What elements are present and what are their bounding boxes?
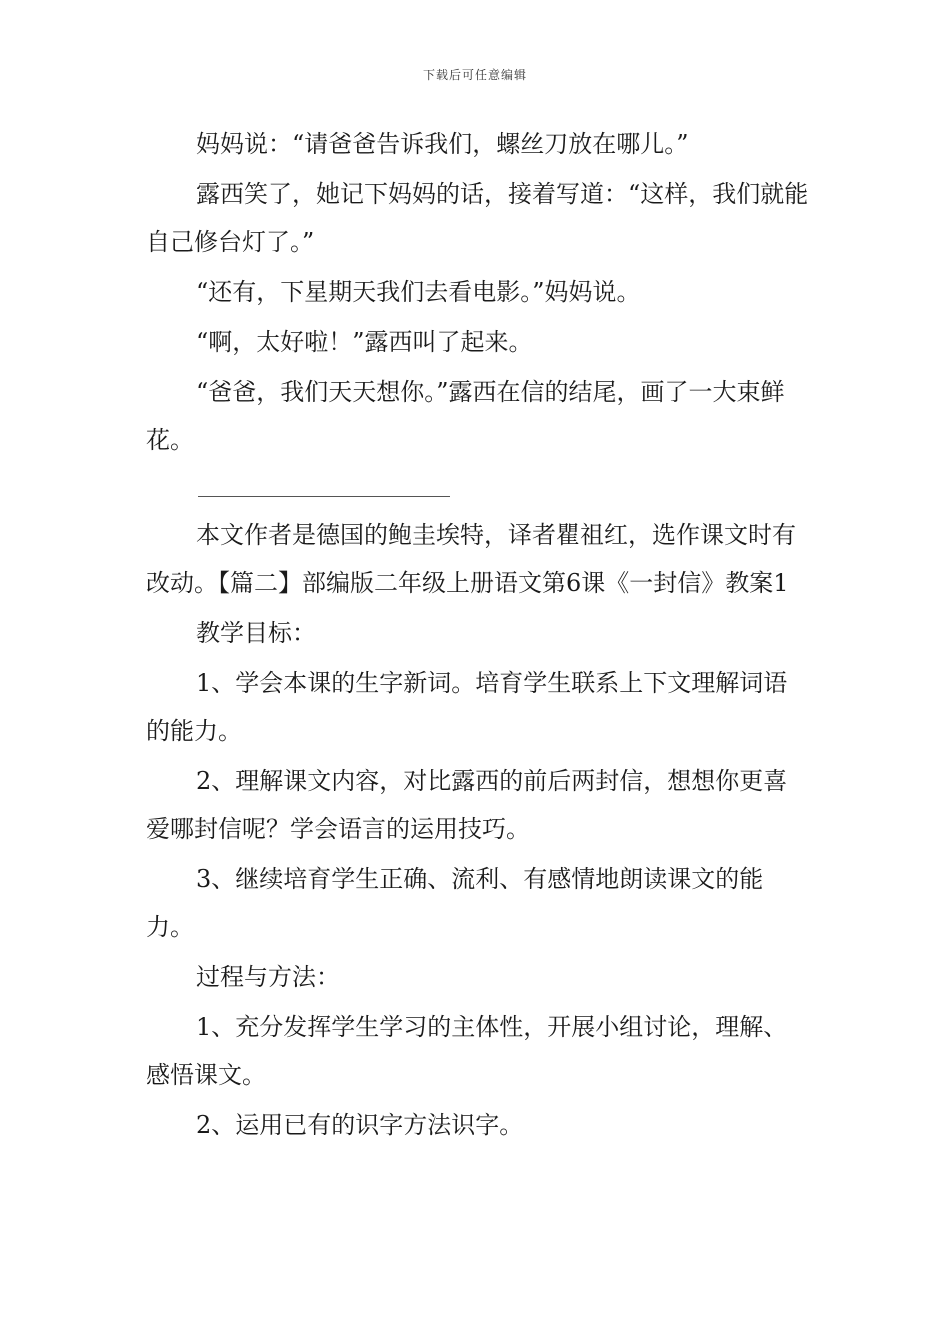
paragraph: “爸爸，我们天天想你。”露西在信的结尾，画了一大束鲜花。	[146, 378, 785, 454]
section-heading: 教学目标：	[196, 619, 316, 647]
paragraph: “啊，太好啦！”露西叫了起来。	[196, 328, 533, 356]
list-item: 2、理解课文内容，对比露西的前后两封信，想想你更喜爱哪封信呢？学会语言的运用技巧。	[146, 767, 788, 843]
section-heading: 过程与方法：	[196, 963, 340, 991]
paragraph: “还有，下星期天我们去看电影。”妈妈说。	[196, 278, 641, 306]
paragraph: 妈妈说：“请爸爸告诉我们，螺丝刀放在哪儿。”	[196, 130, 689, 158]
list-item: 1、充分发挥学生学习的主体性，开展小组讨论，理解、感悟课文。	[146, 1013, 788, 1089]
footnote-paragraph: 本文作者是德国的鲍圭埃特，译者瞿祖红，选作课文时有改动。【篇二】部编版二年级上册语文第6课《一封信》教案1	[146, 521, 796, 597]
page-header: 下载后可任意编辑	[422, 68, 527, 82]
footnote-divider	[198, 496, 450, 497]
list-item: 1、学会本课的生字新词。培育学生联系上下文理解词语的能力。	[146, 669, 788, 745]
list-item: 2、运用已有的识字方法识字。	[196, 1111, 524, 1139]
document-body	[146, 120, 810, 1151]
paragraph: 露西笑了，她记下妈妈的话，接着写道：“这样，我们就能自己修台灯了。”	[146, 180, 809, 256]
list-item: 3、继续培育学生正确、流利、有感情地朗读课文的能力。	[146, 865, 764, 941]
